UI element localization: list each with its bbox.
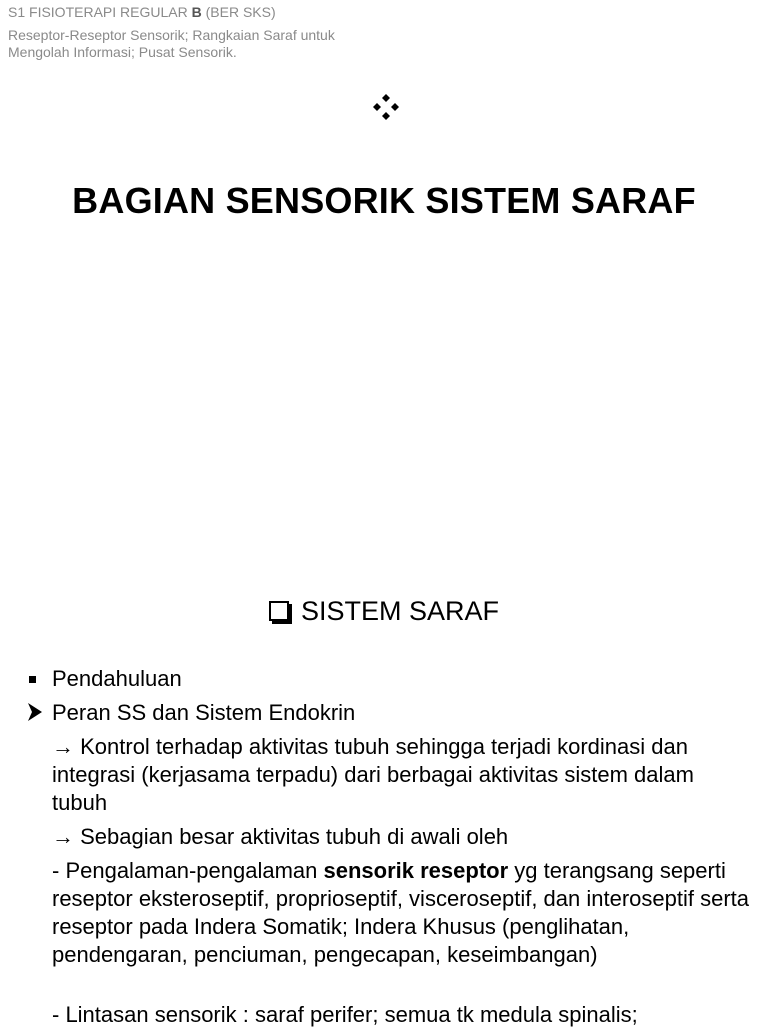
section-heading: SISTEM SARAF [0,596,768,627]
list-item-intro: Pendahuluan [52,666,182,691]
page-title: BAGIAN SENSORIK SISTEM SARAF [72,180,696,221]
paragraph-activity: → Sebagian besar aktivitas tubuh di awali oleh [52,824,509,849]
checkbox-icon [269,601,289,621]
course-header: S1 FISIOTERAPI REGULAR B (BER SKS) [8,4,276,20]
paragraph-pathway: - Lintasan sensorik : saraf perifer; semua tk medula spinalis; [52,1002,638,1027]
diamond-cluster-icon [371,92,401,122]
paragraph-control: → Kontrol terhadap aktivitas tubuh sehingga terjadi kordinasi dan integrasi (kerjasama terpadu) dari berbagai aktivitas sistem dalam tubuh [52,734,694,815]
square-bullet-icon [29,676,36,683]
list-item-role: Peran SS dan Sistem Endokrin [52,700,356,725]
topic-subtitle: Reseptor-Reseptor Sensorik; Rangkaian Saraf untuk Mengolah Informasi; Pusat Sensorik. [8,27,335,60]
paragraph-experience: - Pengalaman-pengalaman sensorik reseptor yg terangsang seperti reseptor eksteroseptif, proprioseptif, visceroseptif, dan interoseptif serta reseptor pada Indera Somatik; Indera Khusus (penglihatan, pendengaran, penciuman, pengecapan, keseimbangan) [52,858,750,967]
arrow-bullet-icon [27,702,43,722]
